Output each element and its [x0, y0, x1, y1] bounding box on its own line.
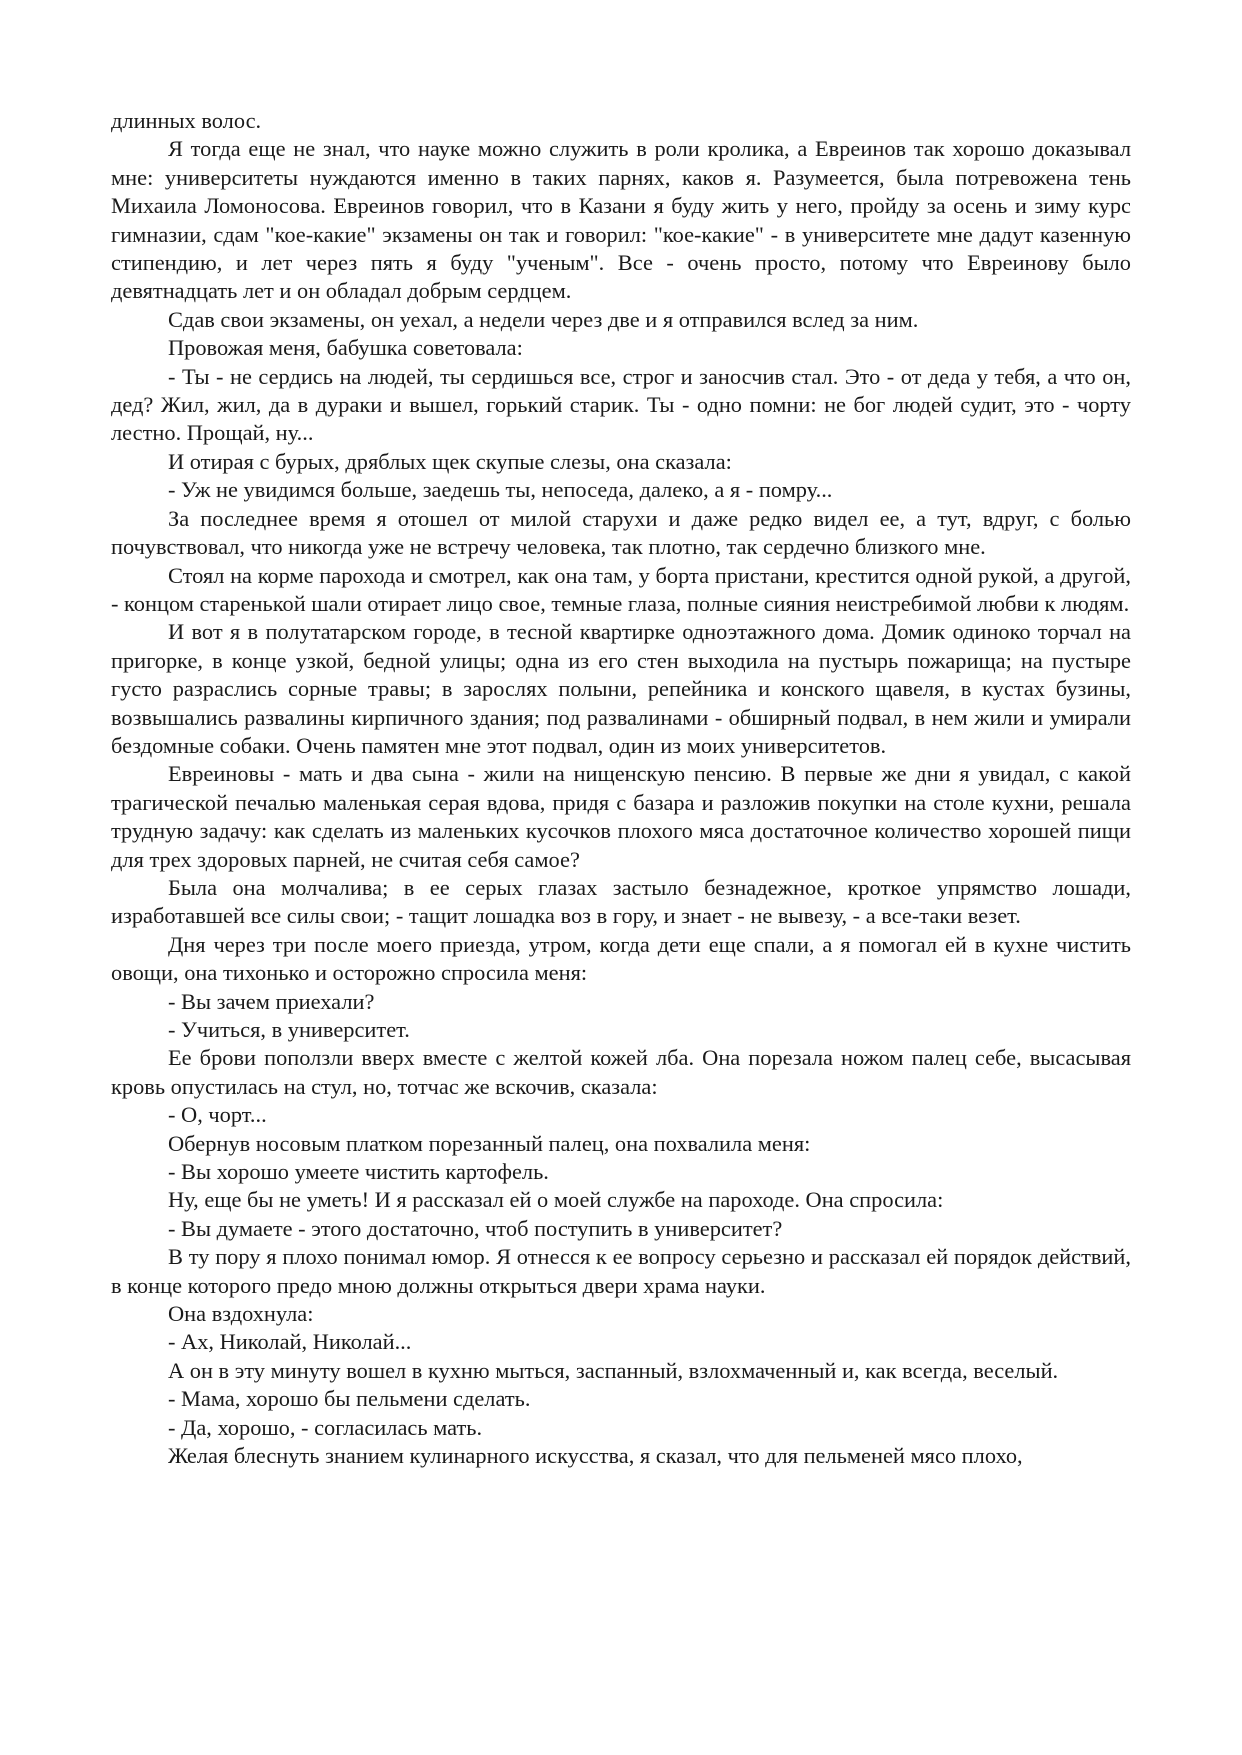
paragraph-8: Стоял на корме парохода и смотрел, как она там, у борта пристани, крестится одной рукой, а другой, - концом старенькой шали отирает лицо свое, темные глаза, полные сияния неистребимой любви к людям.	[111, 562, 1131, 616]
paragraph-22: Она вздохнула:	[168, 1301, 314, 1327]
paragraph-15: Ее брови поползли вверх вместе с желтой кожей лба. Она порезала ножом палец себе, высасывая кровь опустилась на стул, но, тотчас же вскочив, сказала:	[111, 1045, 1131, 1099]
paragraph-6: - Уж не увидимся больше, заедешь ты, непоседа, далеко, а я - помру...	[168, 477, 833, 503]
paragraph-1: Я тогда еще не знал, что науке можно служить в роли кролика, а Евреинов так хорошо доказывал мне: университеты нуждаются именно в таких парнях, каков я. Разумеется, была потревожена тень Михаила Ломоносова. Евреинов говорил, что в Казани я буду жить у него, пройду за осень и зиму курс гимназии, сдам "кое-какие" экзамены он так и говорил: "кое-какие" - в университете мне дадут казенную стипендию, и лет через пять я буду "ученым". Все - очень просто, потому что Евреинову было девятнадцать лет и он обладал добрым сердцем.	[111, 136, 1131, 304]
paragraph-14: - Учиться, в университет.	[168, 1017, 410, 1042]
paragraph-13: - Вы зачем приехали?	[168, 988, 375, 1014]
paragraph-9: И вот я в полутатарском городе, в тесной квартирке одноэтажного дома. Домик одиноко торчал на пригорке, в конце узкой, бедной улицы; одна из его стен выходила на пустырь пожарища; на пустыре густо разраслись сорные травы; в зарослях полыни, репейника и конского щавеля, в кустах бузины, возвышались развалины кирпичного здания; под развалинами - обширный подвал, в нем жили и умирали бездомные собаки. Очень памятен мне этот подвал, один из моих университетов.	[111, 619, 1131, 758]
paragraph-24: А он в эту минуту вошел в кухню мыться, заспанный, взлохмаченный и, как всегда, веселый.	[168, 1357, 1059, 1383]
paragraph-16: - О, чорт...	[168, 1102, 267, 1128]
document-page	[111, 107, 1131, 1471]
paragraph-19: Ну, еще бы не уметь! И я рассказал ей о моей службе на пароходе. Она спросила:	[168, 1187, 944, 1213]
paragraph-26: - Да, хорошо, - согласилась мать.	[168, 1414, 483, 1440]
paragraph-10: Евреиновы - мать и два сына - жили на нищенскую пенсию. В первые же дни я увидал, с какой трагической печалью маленькая серая вдова, придя с базара и разложив покупки на столе кухни, решала трудную задачу: как сделать из маленьких кусочков плохого мяса достаточное количество хорошей пищи для трех здоровых парней, не считая себя самое?	[111, 761, 1131, 872]
paragraph-27: Желая блеснуть знанием кулинарного искусства, я сказал, что для пельменей мясо плохо,	[168, 1443, 1023, 1469]
paragraph-25: - Мама, хорошо бы пельмени сделать.	[168, 1386, 531, 1412]
paragraph-0: длинных волос.	[111, 108, 262, 133]
paragraph-21: В ту пору я плохо понимал юмор. Я отнесся к ее вопросу серьезно и рассказал ей порядок действий, в конце которого предо мною должны открыться двери храма науки.	[111, 1244, 1131, 1298]
paragraph-18: - Вы хорошо умеете чистить картофель.	[168, 1159, 549, 1185]
paragraph-5: И отирая с бурых, дряблых щек скупые слезы, она сказала:	[168, 448, 732, 474]
paragraph-20: - Вы думаете - этого достаточно, чтоб поступить в университет?	[168, 1215, 783, 1241]
paragraph-12: Дня через три после моего приезда, утром, когда дети еще спали, а я помогал ей в кухне чистить овощи, она тихонько и осторожно спросила меня:	[111, 931, 1131, 986]
paragraph-4: - Ты - не сердись на людей, ты сердишься все, строг и заносчив стал. Это - от деда у тебя, а что он, дед? Жил, жил, да в дураки и вышел, горький старик. Ты - одно помни: не бог людей судит, это - чорту лестно. Прощай, ну...	[111, 363, 1131, 446]
paragraph-3: Провожая меня, бабушка советовала:	[168, 335, 523, 361]
paragraph-17: Обернув носовым платком порезанный палец, она похвалила меня:	[168, 1130, 811, 1156]
paragraph-23: - Ах, Николай, Николай...	[168, 1329, 412, 1355]
paragraph-7: За последнее время я отошел от милой старухи и даже редко видел ее, а тут, вдруг, с болью почувствовал, что никогда уже не встречу человека, так плотно, так сердечно близкого мне.	[111, 505, 1131, 560]
paragraph-2: Сдав свои экзамены, он уехал, а недели через две и я отправился вслед за ним.	[168, 306, 919, 332]
paragraph-11: Была она молчалива; в ее серых глазах застыло безнадежное, кроткое упрямство лошади, изработавшей все силы свои; - тащит лошадка воз в гору, и знает - не вывезу, - а все-таки везет.	[111, 874, 1131, 929]
